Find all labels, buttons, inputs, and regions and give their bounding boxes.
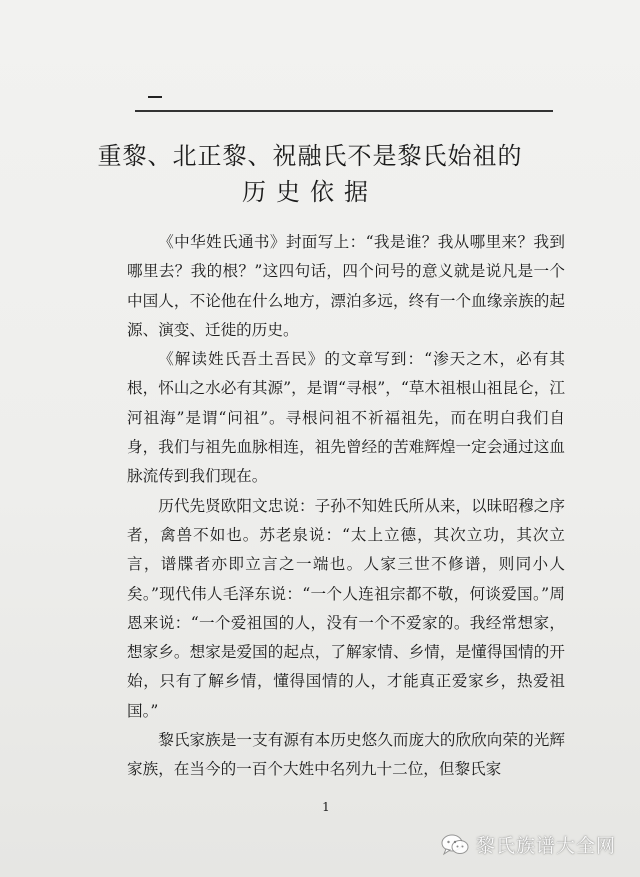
wechat-icon bbox=[440, 833, 470, 857]
paragraph: 历代先贤欧阳文忠说：子孙不知姓氏所从来，以昧昭穆之序者，禽兽不如也。苏老泉说：“太上立德，其次立功，其次立言，谱牒者亦即立言之一端也。人家三世不修谱，则同小人矣。”现代伟人毛泽东说：“一个人连祖宗都不敬，何谈爱国。”周恩来说：“一个爱祖国的人，没有一个不爱家的。我经常想家，想家乡。想家是爱国的起点，了解家情、乡情，是懂得国情的开始，只有了解乡情，懂得国情的人，才能真正爱家乡，热爱祖国。” bbox=[127, 496, 565, 720]
paragraph: 《解读姓氏吾土吾民》的文章写到：“渗天之木，必有其根，怀山之水必有其源”，是谓“寻根”，“草木祖根山祖昆仑，江河祖海”是谓“问祖”。寻根问祖不祈福祖先，而在明白我们自身，我们与祖先血脉相连，祖先曾经的苦难辉煌一定会通过这血脉流传到我们现在。 bbox=[127, 350, 565, 486]
header-rule bbox=[135, 110, 553, 112]
page-number: 1 bbox=[322, 800, 330, 814]
title-line-1: 重黎、北正黎、祝融氏不是黎氏始祖的 bbox=[97, 142, 523, 170]
body-text bbox=[127, 228, 565, 785]
watermark bbox=[440, 831, 616, 858]
watermark-text: 黎氏族谱大全网 bbox=[475, 835, 616, 857]
paragraph: 黎氏家族是一支有源有本历史悠久而庞大的欣欣向荣的光辉家族，在当今的一百个大姓中名列九十二位，但黎氏家 bbox=[127, 731, 565, 779]
paragraph: 《中华姓氏通书》封面写上：“我是谁？我从哪里来？我到哪里去？我的根？”这四句话，四个问号的意义就是说凡是一个中国人，不论他在什么地方，漂泊多远，终有一个血缘亲族的起源、演变、迁徙的历史。 bbox=[127, 233, 565, 339]
pen-mark bbox=[148, 96, 162, 98]
title-line-2: 历史依据 bbox=[242, 178, 378, 206]
